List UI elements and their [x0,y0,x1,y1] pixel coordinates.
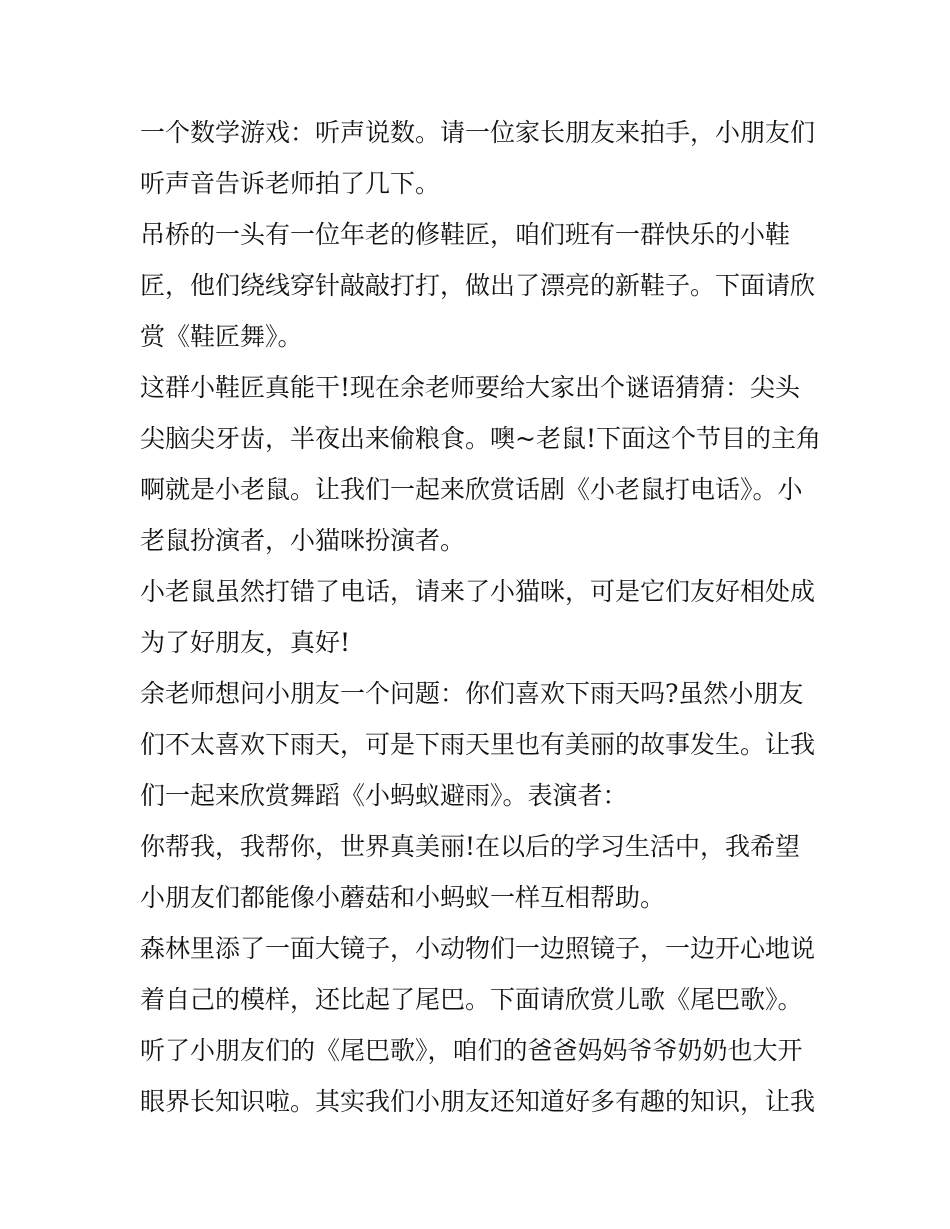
text-line: 为了好朋友，真好! [140,628,351,657]
paragraph-4 [140,566,820,668]
paragraph-7 [140,923,820,1025]
text-line: 尖脑尖牙齿，半夜出来偷粮食。噢~老鼠!下面这个节目的主角 [140,424,821,453]
text-line: 啊就是小老鼠。让我们一起来欣赏话剧《小老鼠打电话》。小 [140,475,803,504]
paragraph-2 [140,209,820,362]
text-line: 老鼠扮演者，小猫咪扮演者。 [140,526,466,555]
text-line: 匠，他们绕线穿针敲敲打打，做出了漂亮的新鞋子。下面请欣 [140,271,816,300]
text-line: 听声音告诉老师拍了几下。 [140,169,441,198]
text-line: 小朋友们都能像小蘑菇和小蚂蚁一样互相帮助。 [140,883,666,912]
text-line: 一个数学游戏：听声说数。请一位家长朋友来拍手，小朋友们 [140,118,816,147]
text-line: 你帮我，我帮你，世界真美丽!在以后的学习生活中，我希望 [140,832,801,861]
text-line: 森林里添了一面大镜子，小动物们一边照镜子，一边开心地说 [140,934,816,963]
text-line: 余老师想问小朋友一个问题：你们喜欢下雨天吗?虽然小朋友 [140,679,804,708]
text-line: 小老鼠虽然打错了电话，请来了小猫咪，可是它们友好相处成 [140,577,816,606]
body-text [140,107,820,1127]
text-line: 赏《鞋匠舞》。 [140,322,303,351]
paragraph-6 [140,821,820,923]
paragraph-3 [140,362,820,566]
text-line: 这群小鞋匠真能干!现在余老师要给大家出个谜语猜猜：尖头 [140,373,801,402]
paragraph-1 [140,107,820,209]
text-line: 听了小朋友们的《尾巴歌》，咱们的爸爸妈妈爷爷奶奶也大开 [140,1036,803,1065]
text-line: 着自己的模样，还比起了尾巴。下面请欣赏儿歌《尾巴歌》。 [140,985,803,1014]
paragraph-5 [140,668,820,821]
text-line: 们不太喜欢下雨天，可是下雨天里也有美丽的故事发生。让我 [140,730,816,759]
paragraph-8 [140,1025,820,1127]
text-line: 眼界长知识啦。其实我们小朋友还知道好多有趣的知识，让我 [140,1087,816,1116]
text-line: 吊桥的一头有一位年老的修鞋匠，咱们班有一群快乐的小鞋 [140,220,791,249]
text-line: 们一起来欣赏舞蹈《小蚂蚁避雨》。表演者： [140,781,628,810]
